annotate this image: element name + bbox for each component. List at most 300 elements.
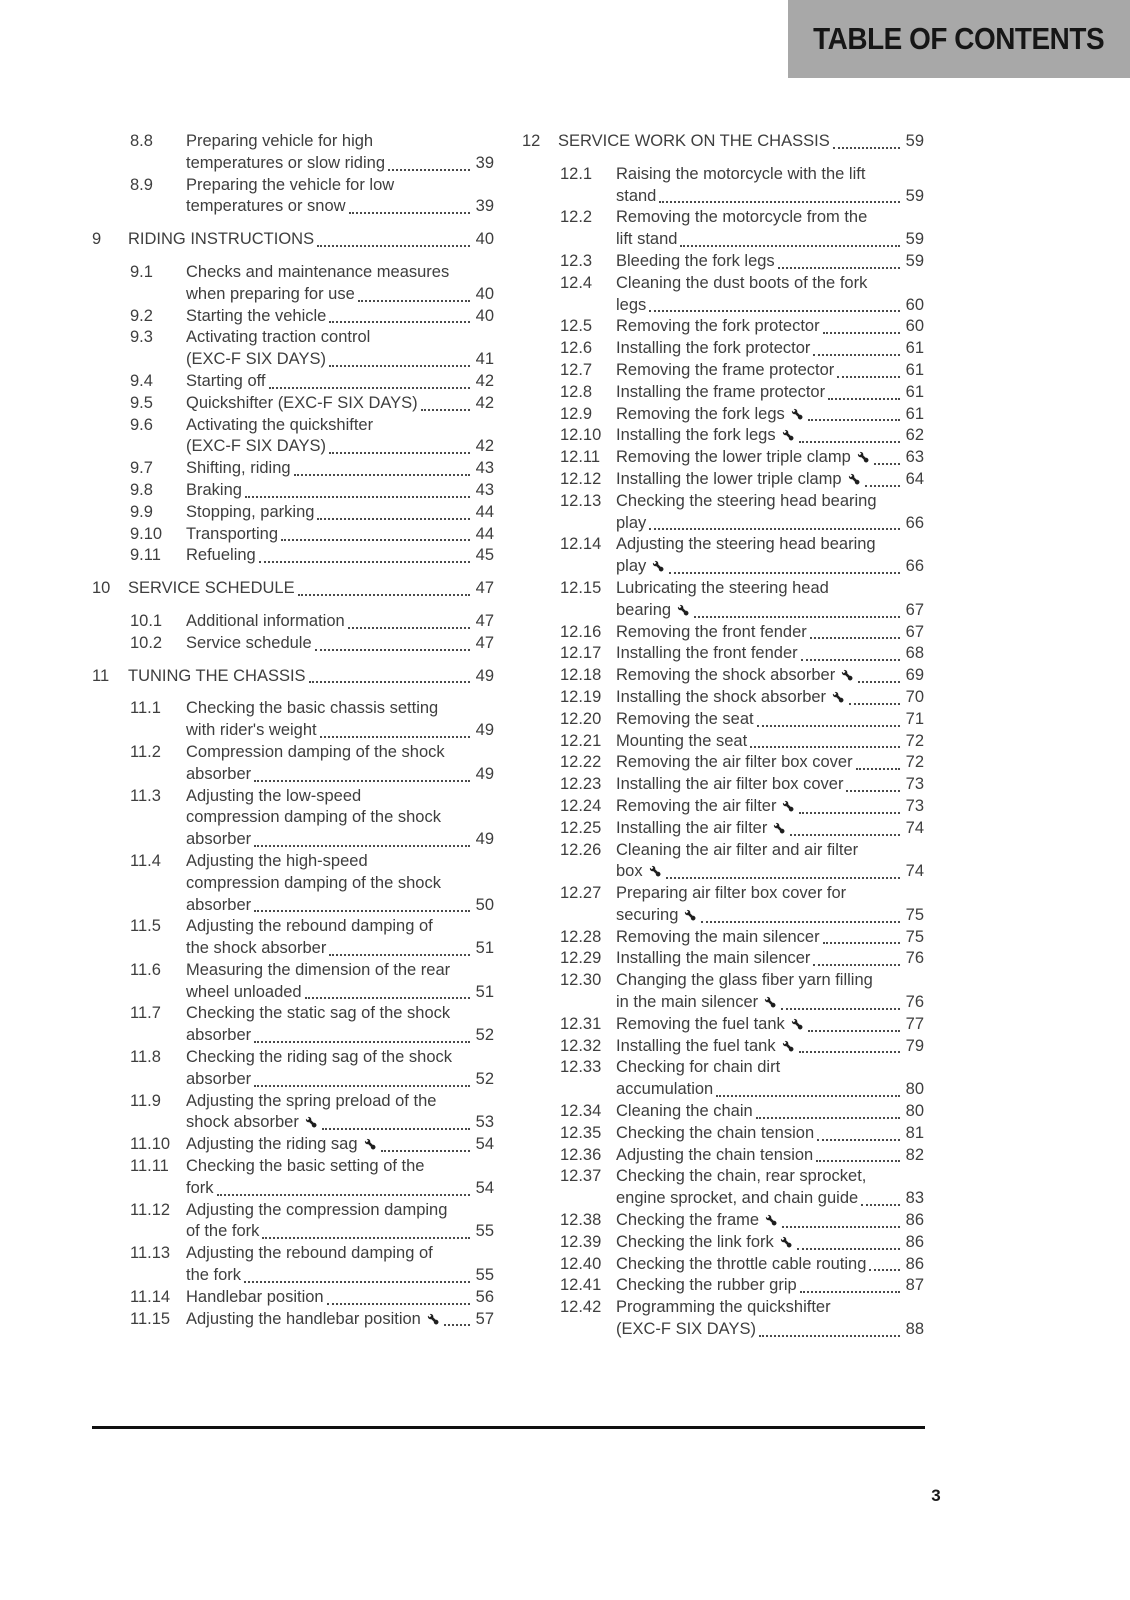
toc-column-left xyxy=(92,131,494,1330)
toc-entry xyxy=(522,709,924,731)
entry-line xyxy=(186,1309,494,1331)
entry-title: Adjusting the high-speed xyxy=(186,851,368,870)
entry-page-number: 72 xyxy=(905,731,924,750)
entry-line xyxy=(186,938,494,960)
entry-line xyxy=(616,1057,924,1079)
page-header xyxy=(788,0,1130,78)
entry-title: Cleaning the air filter and air filter xyxy=(616,840,859,859)
entry-body xyxy=(186,545,494,567)
dot-leader xyxy=(254,1085,470,1087)
entry-title: Adjusting the chain tension xyxy=(616,1145,814,1164)
entry-number: 9.3 xyxy=(130,328,153,347)
entry-line xyxy=(186,153,494,175)
entry-body xyxy=(616,578,924,622)
toc-entry xyxy=(92,666,494,688)
wrench-icon xyxy=(790,1017,805,1032)
entry-body xyxy=(186,306,494,328)
toc-entry xyxy=(92,327,494,371)
entry-body xyxy=(186,1047,494,1091)
dot-leader xyxy=(782,1226,900,1228)
entry-title: Adjusting the rebound damping of xyxy=(186,1244,433,1263)
dot-leader xyxy=(217,1194,470,1196)
entry-title: absorber xyxy=(186,895,252,914)
entry-body xyxy=(616,622,924,644)
entry-line xyxy=(186,524,494,546)
entry-number: 11.9 xyxy=(130,1091,161,1110)
entry-body xyxy=(616,643,924,665)
toc-entry xyxy=(522,382,924,404)
entry-line xyxy=(186,1091,494,1113)
entry-body xyxy=(186,742,494,786)
entry-body xyxy=(616,883,924,927)
toc-entry xyxy=(92,1243,494,1287)
entry-body xyxy=(558,131,924,153)
footer-page-number: 3 xyxy=(931,1486,941,1505)
entry-number: 12.29 xyxy=(560,949,602,968)
wrench-icon xyxy=(781,1039,796,1054)
entry-title: Adjusting the spring preload of the xyxy=(186,1091,437,1110)
entry-body xyxy=(616,207,924,251)
entry-page-number: 77 xyxy=(905,1014,924,1033)
dot-leader xyxy=(797,1248,900,1250)
entry-title: Shifting, riding xyxy=(186,459,291,478)
entry-body xyxy=(186,698,494,742)
toc-entry xyxy=(522,927,924,949)
toc-entry xyxy=(522,1145,924,1167)
entry-number: 11 xyxy=(92,666,110,685)
entry-line xyxy=(616,709,924,731)
entry-title: Removing the air filter xyxy=(616,796,777,815)
entry-page-number: 68 xyxy=(905,644,924,663)
entry-number: 12.26 xyxy=(560,840,602,859)
entry-line xyxy=(616,818,924,840)
entry-page-number: 47 xyxy=(475,611,494,630)
toc-entry xyxy=(92,698,494,742)
entry-line xyxy=(186,175,494,197)
entry-line xyxy=(616,992,924,1014)
entry-line xyxy=(186,196,494,218)
wrench-icon xyxy=(651,559,666,574)
wrench-icon xyxy=(781,428,796,443)
dot-leader xyxy=(808,1030,900,1032)
entry-number: 12.28 xyxy=(560,927,602,946)
entry-body xyxy=(616,425,924,447)
entry-title: Installing the main silencer xyxy=(616,949,811,968)
toc-entry xyxy=(522,883,924,927)
entry-number: 12.22 xyxy=(560,753,602,772)
entry-line xyxy=(616,360,924,382)
entry-title: absorber xyxy=(186,1026,252,1045)
entry-line xyxy=(616,840,924,862)
toc-entry xyxy=(522,491,924,535)
toc-entry xyxy=(522,796,924,818)
entry-body xyxy=(616,709,924,731)
entry-line xyxy=(616,1188,924,1210)
wrench-icon xyxy=(831,690,846,705)
entry-number: 9.9 xyxy=(130,502,153,521)
entry-line xyxy=(558,131,924,153)
entry-title: absorber xyxy=(186,830,252,849)
entry-number: 11.15 xyxy=(130,1309,171,1328)
entry-line xyxy=(186,698,494,720)
entry-line xyxy=(186,415,494,437)
entry-line xyxy=(616,556,924,578)
entry-line xyxy=(186,131,494,153)
entry-page-number: 80 xyxy=(905,1102,924,1121)
wrench-icon xyxy=(790,407,805,422)
entry-page-number: 51 xyxy=(475,982,494,1001)
dot-leader xyxy=(856,768,900,770)
entry-title: Starting the vehicle xyxy=(186,306,327,325)
entry-title: Checks and maintenance measures xyxy=(186,262,450,281)
entry-line xyxy=(616,1079,924,1101)
dot-leader xyxy=(810,637,900,639)
entry-title: Checking the steering head bearing xyxy=(616,491,877,510)
entry-number: 9.7 xyxy=(130,459,153,478)
entry-title: Stopping, parking xyxy=(186,502,315,521)
entry-page-number: 86 xyxy=(905,1232,924,1251)
dot-leader xyxy=(444,1324,470,1326)
dot-leader xyxy=(421,409,470,411)
entry-line xyxy=(616,687,924,709)
toc-entry xyxy=(522,404,924,426)
entry-page-number: 47 xyxy=(475,579,494,598)
entry-number: 11.6 xyxy=(130,960,161,979)
entry-line xyxy=(186,633,494,655)
dot-leader xyxy=(816,1160,899,1162)
entry-title: Starting off xyxy=(186,371,266,390)
entry-line xyxy=(186,545,494,567)
entry-page-number: 54 xyxy=(475,1135,494,1154)
entry-body xyxy=(186,1287,494,1309)
wrench-icon xyxy=(648,864,663,879)
toc-entry xyxy=(92,742,494,786)
dot-leader xyxy=(869,1269,899,1271)
toc-entry xyxy=(522,164,924,208)
entry-title: securing xyxy=(616,905,679,924)
entry-line xyxy=(186,262,494,284)
entry-number: 10.2 xyxy=(130,633,163,652)
wrench-icon xyxy=(426,1312,441,1327)
toc-entry xyxy=(92,578,494,600)
entry-title: absorber xyxy=(186,764,252,783)
dot-leader xyxy=(259,561,470,563)
entry-line xyxy=(186,895,494,917)
entry-body xyxy=(186,1003,494,1047)
entry-line xyxy=(186,1003,494,1025)
entry-line xyxy=(186,327,494,349)
entry-number: 12.5 xyxy=(560,317,593,336)
entry-line xyxy=(186,1134,494,1156)
dot-leader xyxy=(358,300,470,302)
dot-leader xyxy=(262,1237,469,1239)
entry-line xyxy=(186,807,494,829)
toc-entry xyxy=(522,687,924,709)
entry-title: RIDING INSTRUCTIONS xyxy=(128,230,315,249)
entry-body xyxy=(186,1091,494,1135)
toc-entry xyxy=(522,207,924,251)
entry-line xyxy=(616,1297,924,1319)
entry-title: wheel unloaded xyxy=(186,982,302,1001)
entry-line xyxy=(186,829,494,851)
entry-line xyxy=(616,752,924,774)
entry-title: Removing the front fender xyxy=(616,622,807,641)
toc-entry xyxy=(92,229,494,251)
entry-body xyxy=(616,469,924,491)
entry-body xyxy=(616,970,924,1014)
entry-title: Checking the riding sag of the shock xyxy=(186,1048,452,1067)
entry-title: Quickshifter (EXC-F SIX DAYS) xyxy=(186,393,418,412)
entry-line xyxy=(616,622,924,644)
entry-page-number: 60 xyxy=(905,317,924,336)
entry-title: shock absorber xyxy=(186,1113,299,1132)
entry-body xyxy=(616,1057,924,1101)
toc-entry xyxy=(92,1309,494,1331)
entry-page-number: 67 xyxy=(905,600,924,619)
entry-page-number: 61 xyxy=(905,360,924,379)
entry-title: Checking the chain tension xyxy=(616,1123,815,1142)
toc-entry xyxy=(92,415,494,459)
toc-entry xyxy=(92,1047,494,1091)
toc-entry xyxy=(92,175,494,219)
toc-entry xyxy=(92,611,494,633)
entry-page-number: 67 xyxy=(905,622,924,641)
entry-line xyxy=(186,1243,494,1265)
entry-number: 8.8 xyxy=(130,132,153,150)
entry-page-number: 41 xyxy=(475,350,494,369)
entry-page-number: 59 xyxy=(905,186,924,205)
entry-line xyxy=(616,186,924,208)
entry-number: 12.35 xyxy=(560,1123,602,1142)
entry-number: 11.1 xyxy=(130,699,161,718)
entry-page-number: 47 xyxy=(475,633,494,652)
entry-page-number: 66 xyxy=(905,513,924,532)
dot-leader xyxy=(757,725,900,727)
entry-number: 11.3 xyxy=(130,786,161,805)
entry-number: 12.41 xyxy=(560,1276,602,1295)
entry-page-number: 50 xyxy=(475,895,494,914)
entry-line xyxy=(616,404,924,426)
dot-leader xyxy=(846,790,899,792)
entry-title: temperatures or slow riding xyxy=(186,153,385,172)
entry-title: Preparing air filter box cover for xyxy=(616,884,847,903)
entry-line xyxy=(616,229,924,251)
entry-title: Removing the fork protector xyxy=(616,317,820,336)
entry-page-number: 63 xyxy=(905,448,924,467)
entry-title: Activating traction control xyxy=(186,328,371,347)
entry-body xyxy=(186,175,494,219)
entry-number: 11.11 xyxy=(130,1157,169,1176)
entry-page-number: 73 xyxy=(905,796,924,815)
toc-entry xyxy=(92,545,494,567)
dot-leader xyxy=(790,834,899,836)
toc-entry xyxy=(522,578,924,622)
entry-body xyxy=(616,316,924,338)
entry-page-number: 53 xyxy=(475,1113,494,1132)
entry-body xyxy=(186,262,494,306)
entry-number: 12.32 xyxy=(560,1036,602,1055)
entry-line xyxy=(616,1210,924,1232)
entry-line xyxy=(186,720,494,742)
entry-body xyxy=(186,524,494,546)
dot-leader xyxy=(823,942,900,944)
entry-title: Checking the chain, rear sprocket, xyxy=(616,1167,867,1186)
entry-number: 12.24 xyxy=(560,796,602,815)
entry-page-number: 72 xyxy=(905,753,924,772)
entry-title: Preparing the vehicle for low xyxy=(186,175,395,194)
wrench-icon xyxy=(856,450,871,465)
entry-page-number: 71 xyxy=(905,709,924,728)
dot-leader xyxy=(254,1041,470,1043)
entry-number: 12.37 xyxy=(560,1167,602,1186)
entry-body xyxy=(616,1101,924,1123)
entry-number: 9.10 xyxy=(130,524,163,543)
entry-line xyxy=(186,349,494,371)
dot-leader xyxy=(329,452,470,454)
entry-title: lift stand xyxy=(616,230,678,249)
entry-number: 12.1 xyxy=(560,164,593,183)
entry-number: 12.14 xyxy=(560,535,602,554)
entry-page-number: 88 xyxy=(905,1320,924,1339)
entry-page-number: 87 xyxy=(905,1276,924,1295)
dot-leader xyxy=(317,518,469,520)
entry-body xyxy=(186,480,494,502)
entry-number: 12.6 xyxy=(560,339,593,358)
entry-title: (EXC-F SIX DAYS) xyxy=(616,1320,756,1339)
toc-entry xyxy=(522,1166,924,1210)
entry-line xyxy=(186,502,494,524)
entry-number: 9.1 xyxy=(130,262,153,281)
entry-title: compression damping of the shock xyxy=(186,808,441,827)
entry-number: 12.20 xyxy=(560,709,602,728)
entry-page-number: 39 xyxy=(475,197,494,216)
entry-number: 12.36 xyxy=(560,1145,602,1164)
toc-entry xyxy=(522,338,924,360)
entry-page-number: 44 xyxy=(475,524,494,543)
toc-entry xyxy=(522,273,924,317)
entry-title: Adjusting the steering head bearing xyxy=(616,535,876,554)
dot-leader xyxy=(348,627,470,629)
entry-title: (EXC-F SIX DAYS) xyxy=(186,350,326,369)
entry-number: 9 xyxy=(92,230,102,249)
toc-entry xyxy=(522,534,924,578)
entry-number: 9.5 xyxy=(130,393,153,412)
entry-body xyxy=(186,415,494,459)
entry-line xyxy=(616,905,924,927)
entry-number: 12.3 xyxy=(560,251,593,270)
entry-line xyxy=(616,382,924,404)
entry-title: Removing the air filter box cover xyxy=(616,753,853,772)
entry-title: Adjusting the low-speed xyxy=(186,786,362,805)
entry-line xyxy=(186,851,494,873)
entry-line xyxy=(186,371,494,393)
dot-leader xyxy=(801,659,900,661)
entry-page-number: 86 xyxy=(905,1211,924,1230)
dot-leader xyxy=(701,921,899,923)
dot-leader xyxy=(680,245,899,247)
entry-page-number: 51 xyxy=(475,939,494,958)
dot-leader xyxy=(813,354,899,356)
dot-leader xyxy=(858,681,899,683)
entry-line xyxy=(616,578,924,600)
toc-entry xyxy=(92,393,494,415)
entry-page-number: 54 xyxy=(475,1178,494,1197)
entry-number: 12.8 xyxy=(560,382,593,401)
entry-title: Checking the throttle cable routing xyxy=(616,1254,867,1273)
entry-body xyxy=(186,131,494,175)
entry-title: with rider's weight xyxy=(186,721,317,740)
entry-number: 12 xyxy=(522,132,541,150)
entry-body xyxy=(186,1156,494,1200)
entry-body xyxy=(616,491,924,535)
entry-line xyxy=(186,393,494,415)
entry-line xyxy=(616,469,924,491)
entry-body xyxy=(616,1297,924,1341)
entry-title: Adjusting the rebound damping of xyxy=(186,917,433,936)
dot-leader xyxy=(817,1139,900,1141)
wrench-icon xyxy=(683,908,698,923)
entry-line xyxy=(616,731,924,753)
toc-entry xyxy=(92,1287,494,1309)
entry-line xyxy=(186,1156,494,1178)
entry-line xyxy=(616,1254,924,1276)
dot-leader xyxy=(254,910,470,912)
dot-leader xyxy=(799,1051,900,1053)
wrench-icon xyxy=(847,472,862,487)
entry-number: 10 xyxy=(92,579,111,598)
entry-page-number: 55 xyxy=(475,1222,494,1241)
entry-title: Checking the frame xyxy=(616,1211,760,1230)
entry-title: accumulation xyxy=(616,1080,714,1099)
dot-leader xyxy=(244,1281,470,1283)
entry-page-number: 49 xyxy=(475,721,494,740)
entry-line xyxy=(186,1178,494,1200)
entry-title: Installing the shock absorber xyxy=(616,687,827,706)
entry-title: Removing the seat xyxy=(616,709,754,728)
entry-line xyxy=(186,786,494,808)
entry-page-number: 73 xyxy=(905,775,924,794)
entry-line xyxy=(616,600,924,622)
dot-leader xyxy=(813,964,899,966)
entry-title: Installing the lower triple clamp xyxy=(616,469,842,488)
entry-page-number: 40 xyxy=(475,230,494,249)
entry-number: 11.7 xyxy=(130,1004,161,1023)
toc-entry xyxy=(522,1036,924,1058)
wrench-icon xyxy=(304,1115,319,1130)
entry-body xyxy=(186,393,494,415)
entry-number: 11.13 xyxy=(130,1244,171,1263)
entry-title: Measuring the dimension of the rear xyxy=(186,960,451,979)
entry-page-number: 39 xyxy=(475,153,494,172)
entry-number: 11.14 xyxy=(130,1287,171,1306)
entry-page-number: 69 xyxy=(905,666,924,685)
entry-line xyxy=(616,1036,924,1058)
toc-entry xyxy=(92,851,494,916)
entry-line xyxy=(616,251,924,273)
entry-title: Compression damping of the shock xyxy=(186,742,445,761)
entry-number: 12.33 xyxy=(560,1058,602,1077)
entry-line xyxy=(616,861,924,883)
entry-line xyxy=(186,982,494,1004)
dot-leader xyxy=(759,1335,900,1337)
dot-leader xyxy=(322,1128,470,1130)
entry-body xyxy=(616,1254,924,1276)
entry-number: 12.21 xyxy=(560,731,602,750)
entry-line xyxy=(616,316,924,338)
entry-title: Programming the quickshifter xyxy=(616,1298,831,1317)
entry-page-number: 76 xyxy=(905,949,924,968)
entry-body xyxy=(186,1134,494,1156)
